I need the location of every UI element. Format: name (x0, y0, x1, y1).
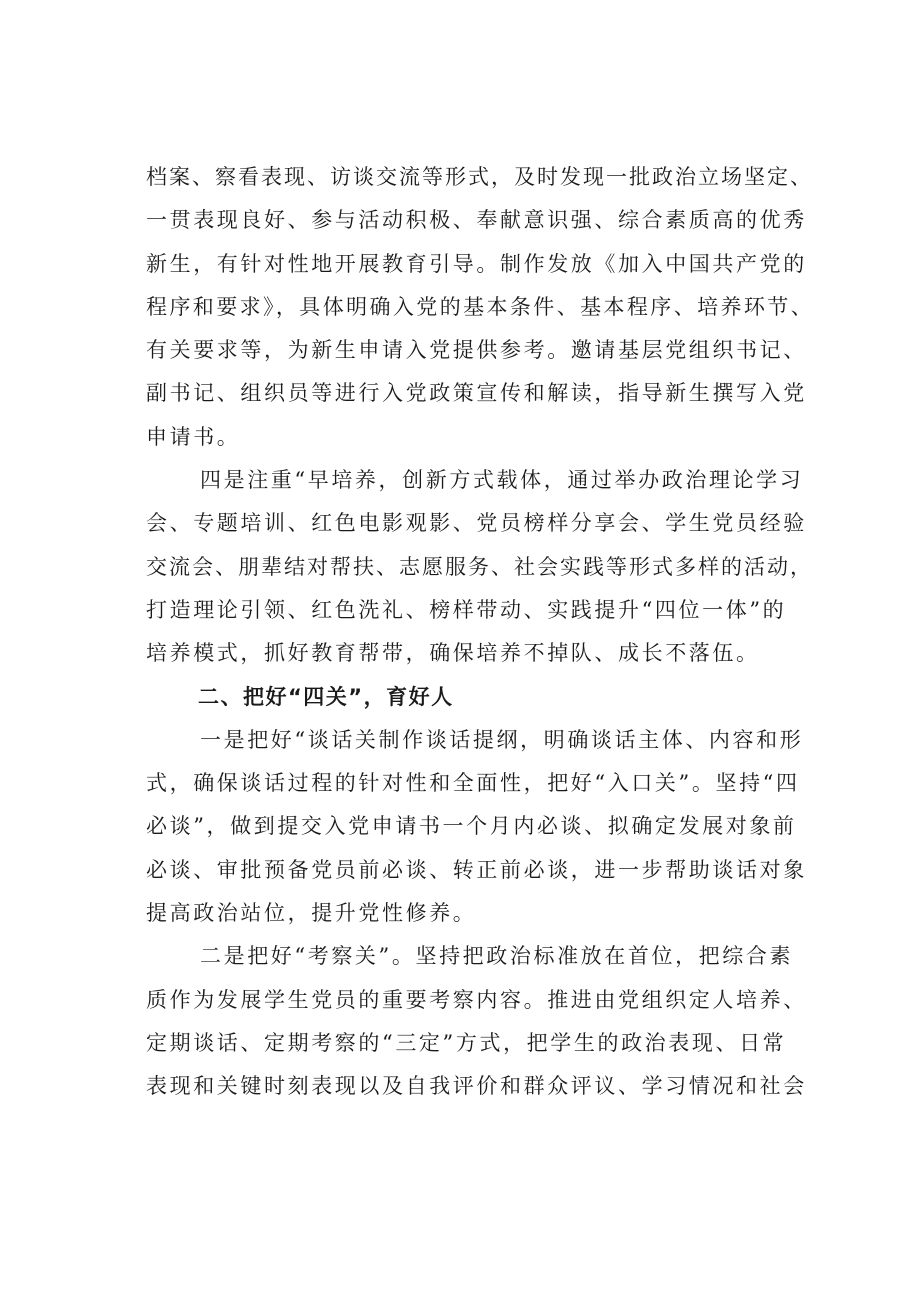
text-line: 程序和要求》，具体明确入党的基本条件、基本程序、培养环节、 (146, 294, 815, 319)
document-body (146, 156, 816, 1109)
text-line: 定期谈话、定期考察的“三定”方式，把学生的政治表现、日常 (146, 1030, 787, 1055)
text-line: 二是把好“考察关”。坚持把政治标准放在首位，把综合素 (200, 944, 794, 969)
text-line: 表现和关键时刻表现以及自我评价和群众评议、学习情况和社会 (146, 1074, 807, 1099)
text-line: 会、专题培训、红色电影观影、党员榜样分享会、学生党员经验 (146, 511, 807, 536)
text-line: 提高政治站位，提升党性修养。 (146, 901, 477, 926)
text-line: 申请书。 (146, 424, 241, 449)
text-line: 打造理论引领、红色洗礼、榜样带动、实践提升“四位一体”的 (146, 597, 787, 622)
text-line: 新生，有针对性地开展教育引导。制作发放《加入中国共产党的 (146, 251, 807, 276)
text-line: 必谈”，做到提交入党申请书一个月内必谈、拟确定发展对象前 (146, 814, 797, 839)
text-line: 式，确保谈话过程的针对性和全面性，把好“入口关”。坚持“四 (146, 771, 800, 796)
section-heading: 二、把好“四关”，育好人 (198, 684, 454, 709)
text-line: 一贯表现良好、参与活动积极、奉献意识强、综合素质高的优秀 (146, 208, 807, 233)
text-line: 一是把好“谈话关制作谈话提纲，明确谈话主体、内容和形 (200, 727, 804, 752)
text-line: 必谈、审批预备党员前必谈、转正前必谈，进一步帮助谈话对象 (146, 857, 807, 882)
text-line: 四是注重“早培养，创新方式载体，通过举办政治理论学习 (200, 468, 804, 493)
text-line: 质作为发展学生党员的重要考察内容。推进由党组织定人培养、 (146, 987, 807, 1012)
text-line: 培养模式，抓好教育帮带，确保培养不掉队、成长不落伍。 (146, 641, 760, 666)
text-line: 档案、察看表现、访谈交流等形式，及时发现一批政治立场坚定、 (146, 165, 813, 189)
text-line: 有关要求等，为新生申请入党提供参考。邀请基层党组织书记、 (146, 338, 807, 363)
text-line: 副书记、组织员等进行入党政策宣传和解读，指导新生撰写入党 (146, 381, 807, 406)
text-line: 交流会、朋辈结对帮扶、志愿服务、社会实践等形式多样的活动， (146, 554, 813, 579)
